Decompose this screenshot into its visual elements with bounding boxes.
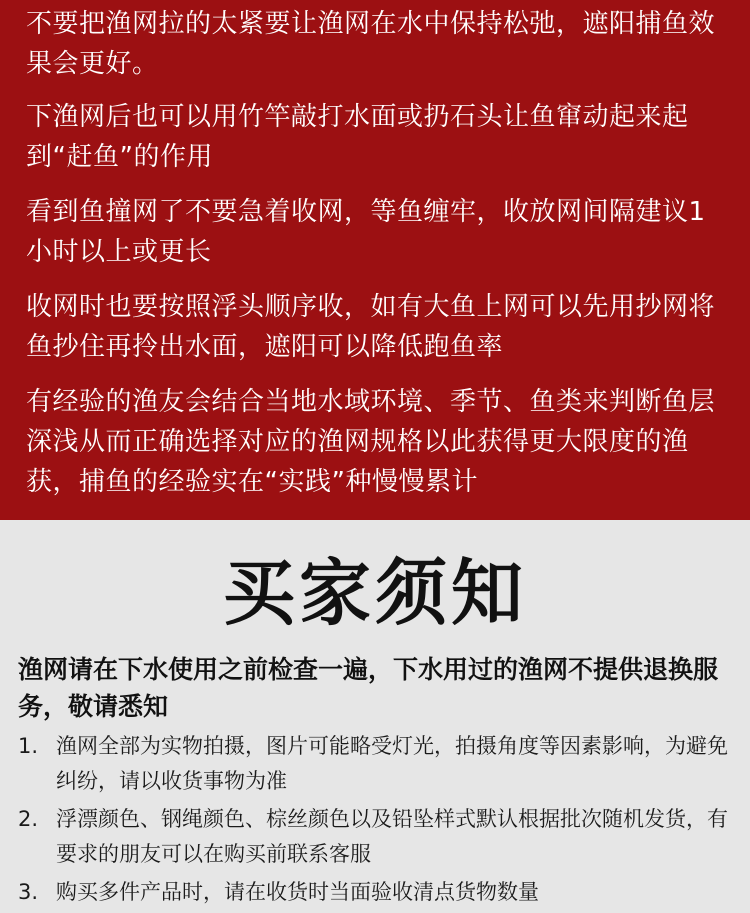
notice-lead: 渔网请在下水使用之前检查一遍，下水用过的渔网不提供退换服务，敬请悉知 (18, 655, 719, 721)
list-item (18, 729, 734, 799)
tip-paragraph: 看到鱼撞网了不要急着收网，等鱼缠牢，收放网间隔建议1小时以上或更长 (26, 197, 706, 267)
tip-paragraph: 有经验的渔友会结合当地水域环境、季节、鱼类来判断鱼层深浅从而正确选择对应的渔网规格以此获得更大限度的渔获，捕鱼的经验实在“实践”种慢慢累计 (26, 387, 716, 497)
item-text: 购买多件产品时，请在收货时当面验收清点货物数量 (56, 880, 539, 904)
notice-title: 买家须知 (222, 551, 527, 635)
list-item (18, 802, 734, 872)
item-number: 2. (18, 807, 39, 831)
list-item (18, 875, 734, 910)
tip-paragraph: 收网时也要按照浮头顺序收，如有大鱼上网可以先用抄网将鱼抄住再拎出水面，遮阳可以降低跑鱼率 (26, 292, 716, 362)
tip-paragraph: 下渔网后也可以用竹竿敲打水面或扔石头让鱼窜动起来起到“赶鱼”的作用 (26, 102, 689, 172)
item-text: 浮漂颜色、钢绳颜色、棕丝颜色以及铅坠样式默认根据批次随机发货，有要求的朋友可以在购买前联系客服 (56, 807, 728, 866)
tip-paragraph: 不要把渔网拉的太紧要让渔网在水中保持松弛，遮阳捕鱼效果会更好。 (26, 9, 716, 79)
item-number: 3. (18, 880, 39, 904)
item-text: 渔网全部为实物拍摄，图片可能略受灯光，拍摄角度等因素影响，为避免纠纷，请以收货事物为准 (56, 734, 728, 793)
buyer-notice-panel (0, 520, 750, 902)
item-number: 1. (18, 734, 39, 758)
notice-list (18, 729, 734, 913)
